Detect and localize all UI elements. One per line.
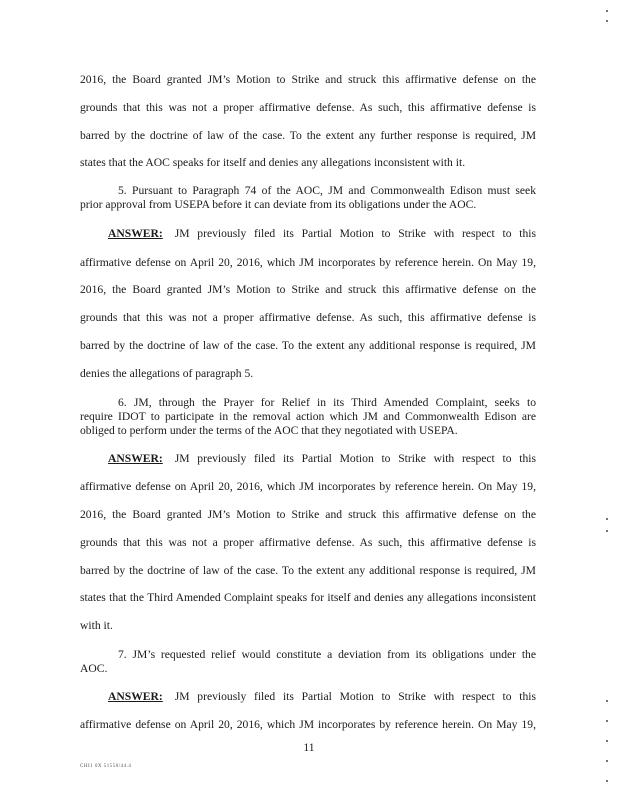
text-line: AOC. bbox=[80, 662, 108, 675]
text-line: denies the allegations of paragraph 5. bbox=[80, 367, 254, 380]
scan-mark bbox=[606, 530, 608, 532]
scan-mark bbox=[606, 518, 608, 520]
scan-mark bbox=[606, 700, 608, 702]
text-line: barred by the doctrine of law of the case. To the extent any further response is required, JM bbox=[80, 129, 536, 142]
answer-label: ANSWER: bbox=[108, 452, 163, 465]
scan-mark bbox=[606, 760, 608, 762]
text-line: JM previously filed its Partial Motion to Strike with respect to this bbox=[174, 690, 536, 703]
text-line: affirmative defense on April 20, 2016, which JM incorporates by reference herein. On May 19, bbox=[80, 718, 536, 731]
text-line: affirmative defense on April 20, 2016, which JM incorporates by reference herein. On May 19, bbox=[80, 480, 536, 493]
text-line: affirmative defense on April 20, 2016, which JM incorporates by reference herein. On May 19, bbox=[80, 256, 536, 269]
answer-line bbox=[108, 452, 536, 466]
answer-label: ANSWER: bbox=[108, 690, 163, 703]
text-line: barred by the doctrine of law of the case. To the extent any additional response is required, JM bbox=[80, 339, 536, 352]
text-line: grounds that this was not a proper affirmative defense. As such, this affirmative defense is bbox=[80, 311, 536, 324]
text-line: JM previously filed its Partial Motion to Strike with respect to this bbox=[174, 452, 536, 465]
text-line: prior approval from USEPA before it can deviate from its obligations under the AOC. bbox=[80, 198, 477, 211]
text-line: 2016, the Board granted JM’s Motion to Strike and struck this affirmative defense on the bbox=[80, 283, 536, 296]
answer-line bbox=[108, 690, 536, 704]
text-line: require IDOT to participate in the removal action which JM and Commonwealth Edison are bbox=[80, 410, 536, 423]
text-line: with it. bbox=[80, 619, 113, 632]
text-line: grounds that this was not a proper affirmative defense. As such, this affirmative defense is bbox=[80, 536, 536, 549]
document-id-footer: CHI1 0X 51550/44.4 bbox=[80, 764, 132, 769]
scan-mark bbox=[606, 10, 608, 12]
page-number: 11 bbox=[303, 741, 315, 754]
scan-mark bbox=[606, 720, 608, 722]
text-line: obliged to perform under the terms of the AOC that they negotiated with USEPA. bbox=[80, 424, 458, 437]
answer-line bbox=[108, 227, 536, 241]
scan-mark bbox=[606, 740, 608, 742]
text-line: states that the AOC speaks for itself and denies any allegations inconsistent with it. bbox=[80, 156, 466, 169]
text-line: 2016, the Board granted JM’s Motion to Strike and struck this affirmative defense on the bbox=[80, 73, 536, 86]
text-line: states that the Third Amended Complaint speaks for itself and denies any allegations inconsistent bbox=[80, 591, 536, 604]
answer-label: ANSWER: bbox=[108, 227, 163, 240]
scan-mark bbox=[606, 780, 608, 782]
numbered-paragraph-7: 7. JM’s requested relief would constitute a deviation from its obligations under the bbox=[118, 648, 536, 661]
text-line: JM previously filed its Partial Motion to Strike with respect to this bbox=[174, 227, 536, 240]
numbered-paragraph-6: 6. JM, through the Prayer for Relief in its Third Amended Complaint, seeks to bbox=[118, 396, 536, 409]
text-line: barred by the doctrine of law of the case. To the extent any additional response is required, JM bbox=[80, 564, 536, 577]
scan-mark bbox=[606, 20, 608, 22]
text-line: 2016, the Board granted JM’s Motion to Strike and struck this affirmative defense on the bbox=[80, 508, 536, 521]
numbered-paragraph-5: 5. Pursuant to Paragraph 74 of the AOC, JM and Commonwealth Edison must seek bbox=[118, 184, 536, 197]
text-line: grounds that this was not a proper affirmative defense. As such, this affirmative defense is bbox=[80, 101, 536, 114]
